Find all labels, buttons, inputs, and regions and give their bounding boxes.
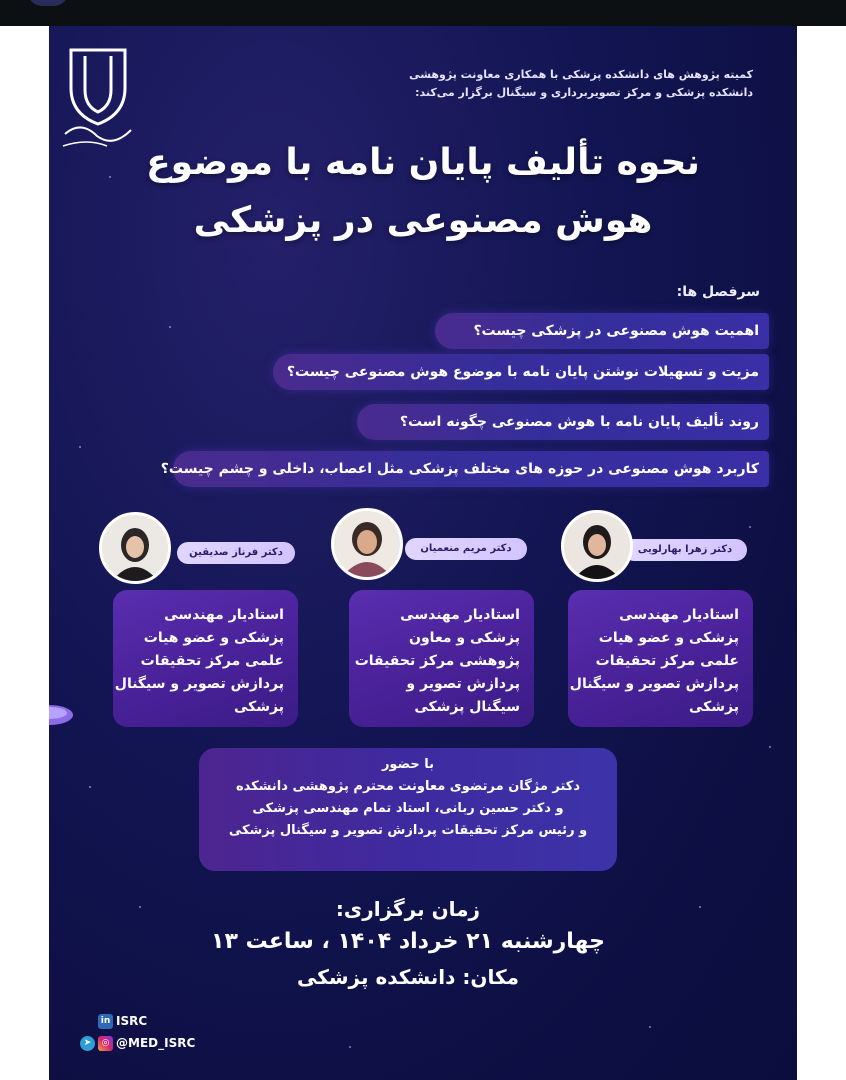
time-label: زمان برگزاری: — [335, 897, 481, 921]
speaker-title-line: پردازش تصویر و — [406, 676, 520, 692]
social-handle: @MED_ISRC — [116, 1036, 196, 1050]
title-line-1: نحوه تألیف پایان نامه با موضوع — [146, 142, 700, 183]
speaker-title-line: سیگنال پزشکی — [414, 699, 520, 715]
presence-line: و دکتر حسین ربانی، استاد تمام مهندسی پزشکی — [252, 801, 564, 816]
speaker-name: دکتر زهرا بهارلویی — [623, 539, 747, 561]
poster — [49, 26, 797, 1080]
speaker-title-line: پژوهشی مرکز تحقیقات — [354, 653, 520, 669]
speaker-title-line: پزشکی و عضو هیات — [143, 630, 284, 646]
presence-heading: با حضور — [381, 757, 435, 772]
speaker-title-line: پزشکی و معاون — [409, 630, 520, 646]
speaker-title-line: استادیار مهندسی — [400, 607, 520, 623]
linkedin-icon: in — [98, 1014, 113, 1029]
topic-item: مزیت و تسهیلات نوشتن پایان نامه با موضوع هوش مصنوعی چیست؟ — [273, 354, 769, 390]
topics-label: سرفصل ها: — [676, 284, 760, 300]
speaker-photo — [99, 512, 171, 584]
university-logo-icon — [57, 42, 139, 154]
presence-line: و رئیس مرکز تحقیقات پردازش تصویر و سیگنال پزشکی — [228, 823, 588, 838]
star — [749, 526, 751, 528]
topic-item: کاربرد هوش مصنوعی در حوزه های مختلف پزشکی مثل اعصاب، داخلی و چشم چیست؟ — [173, 451, 769, 487]
intro-line-2: دانشکده پزشکی و مرکز تصویربرداری و سیگنال برگزار می‌کند: — [415, 86, 753, 99]
star — [139, 906, 141, 908]
star — [109, 176, 111, 178]
speaker-title-line: پزشکی و عضو هیات — [598, 630, 739, 646]
speaker-title-line: استادیار مهندسی — [619, 607, 739, 623]
speaker-title-line: علمی مرکز تحقیقات — [595, 653, 739, 669]
intro-line-1: کمیته پژوهش های دانشکده پزشکی با همکاری معاونت پژوهشی — [409, 68, 753, 81]
presence-box — [199, 748, 617, 871]
star — [79, 446, 81, 448]
organizer-intro — [393, 66, 753, 102]
event-time — [199, 894, 617, 994]
speaker-card — [349, 590, 534, 727]
presence-line: دکتر مژگان مرتضوی معاونت محترم پژوهشی دانشکده — [235, 779, 581, 794]
speaker-title-line: پردازش تصویر و سیگنال — [114, 676, 284, 692]
star — [769, 746, 771, 748]
star — [699, 906, 701, 908]
topic-item: اهمیت هوش مصنوعی در پزشکی چیست؟ — [435, 313, 769, 349]
instagram-icon: ◎ — [98, 1036, 113, 1051]
event-place: مکان: دانشکده پزشکی — [297, 965, 519, 989]
star — [649, 1026, 651, 1028]
speaker-title-line: پزشکی — [688, 699, 739, 715]
star — [89, 786, 91, 788]
topic-item: روند تألیف پایان نامه با هوش مصنوعی چگونه است؟ — [357, 404, 769, 440]
event-datetime: چهارشنبه ۲۱ خرداد ۱۴۰۴ ، ساعت ۱۳ — [211, 929, 605, 954]
star — [169, 326, 171, 328]
linkedin-link[interactable] — [98, 1014, 147, 1029]
speaker-photo — [561, 510, 633, 582]
telegram-icon: ➤ — [80, 1036, 95, 1051]
speaker-title-line: پزشکی — [233, 699, 284, 715]
speaker-name: دکتر مریم منعمیان — [405, 538, 527, 560]
speaker-title-line: پردازش تصویر و سیگنال — [569, 676, 739, 692]
social-handle-link[interactable] — [80, 1036, 195, 1051]
linkedin-handle: ISRC — [116, 1014, 148, 1028]
speaker-card — [568, 590, 753, 727]
speaker-photo — [331, 508, 403, 580]
speaker-card — [113, 590, 298, 727]
event-title — [139, 134, 707, 250]
speaker-name: دکتر فرناز صدیقین — [177, 542, 295, 564]
planet-decoration-icon — [49, 691, 77, 735]
title-line-2: هوش مصنوعی در پزشکی — [193, 200, 653, 241]
speaker-title-line: علمی مرکز تحقیقات — [140, 653, 284, 669]
camera-notch — [28, 0, 68, 6]
status-bar — [0, 0, 846, 26]
speaker-title-line: استادیار مهندسی — [164, 607, 284, 623]
star — [349, 1046, 351, 1048]
